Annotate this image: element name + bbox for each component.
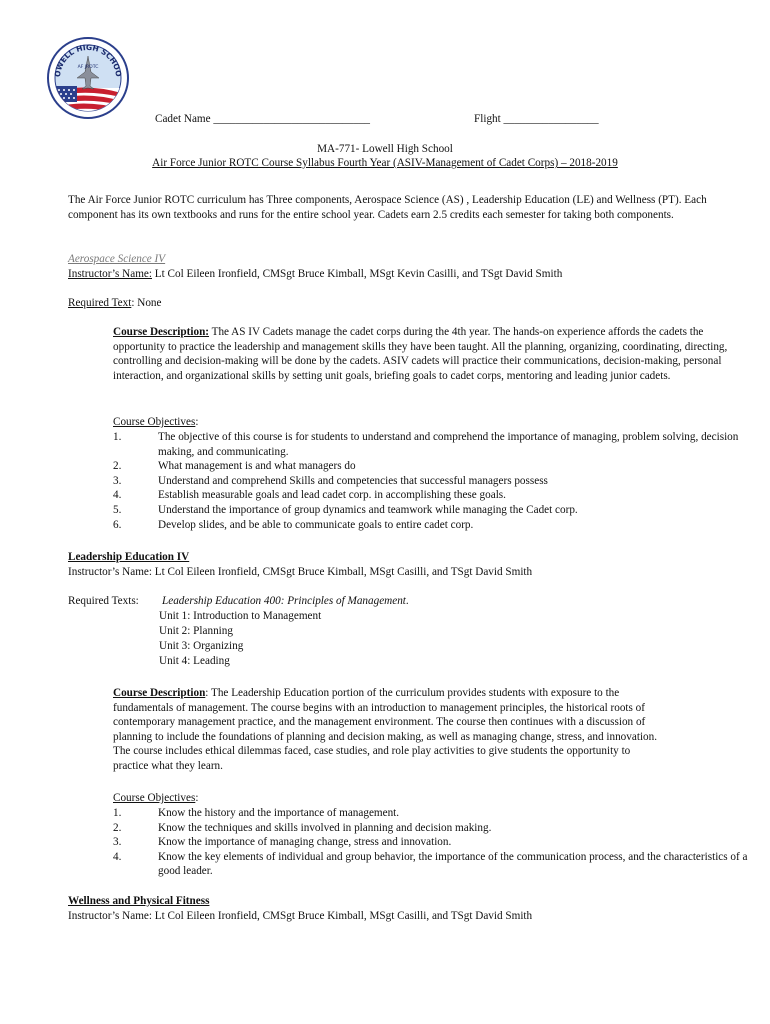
description-text: : The Leadership Education portion of the curriculum provides students with exposure to the fundamentals of management. The course begins with an introduction to management principles, the historical roots of contemporary management practice, and the management environment. The course then continues with a discussion of planning to include the foundations of planning and decision making, as well as managing change, stress, and innovation. The course includes ethical dilemmas faced, case studies, and role play activities to give students the opportunity to practice what they learn. xyxy=(113,687,658,772)
book-title: Leadership Education 400: Principles of Management xyxy=(162,595,406,607)
cadet-name-field: Cadet Name ____________________________ xyxy=(155,113,371,125)
list-item: 6. Develop slides, and be able to communicate goals to entire cadet corp. xyxy=(113,518,474,531)
school-logo xyxy=(46,36,130,120)
leadership-book-title xyxy=(162,594,409,609)
aerospace-objectives-list xyxy=(113,430,753,532)
unit-item: Unit 4: Leading xyxy=(159,655,230,667)
objectives-label: Course Objectives xyxy=(113,416,196,428)
description-label: Course Description: xyxy=(113,326,210,338)
objectives-colon: : xyxy=(195,416,199,428)
objectives-colon: : xyxy=(195,792,199,804)
logo-inner-text: AF JROTC xyxy=(77,65,99,70)
aerospace-instructors xyxy=(68,267,750,282)
leadership-objectives-list xyxy=(113,806,753,879)
course-title: Air Force Junior ROTC Course Syllabus Fourth Year (ASIV-Management of Cadet Corps) – 2018-2019 xyxy=(152,157,618,169)
list-item: 3. Understand and comprehend Skills and competencies that successful managers possess xyxy=(113,474,548,487)
required-value: : None xyxy=(131,297,162,309)
instructor-label: Instructor’s Name: xyxy=(68,268,152,280)
list-item: 2. What management is and what managers do xyxy=(113,460,356,473)
aerospace-required-text xyxy=(68,296,750,311)
aerospace-objectives-label xyxy=(113,415,753,430)
leadership-required-label: Required Texts: xyxy=(68,595,139,607)
aerospace-heading: Aerospace Science IV xyxy=(68,253,166,265)
wellness-heading: Wellness and Physical Fitness xyxy=(68,895,210,907)
leadership-description xyxy=(113,686,658,774)
list-item: 1. The objective of this course is for students to understand and comprehend the importance of managing, problem solving, decision making, and communicating. xyxy=(113,431,739,458)
leadership-heading: Leadership Education IV xyxy=(68,551,190,563)
leadership-instructors: Instructor’s Name: Lt Col Eileen Ironfield, CMSgt Bruce Kimball, MSgt Casilli, and TSgt David Smith xyxy=(68,566,533,578)
description-text: The AS IV Cadets manage the cadet corps during the 4th year. The hands-on experience affords the cadets the opportunity to practice the leadership and management skills they have been taught. All the planning, organizing, coordinating, directing, controlling and decision-making will be done by the cadets. ASIV cadets will practice their communications, decision-making, personal interaction, and organizational skills by setting unit goals, briefing goals to cadet corps, mentoring and leading junior cadets. xyxy=(113,326,728,382)
required-label: Required Text xyxy=(68,297,132,309)
flight-field: Flight _________________ xyxy=(474,113,599,125)
logo-arc-text: OWELL HIGH SCHOO xyxy=(52,42,124,78)
unit-item: Unit 3: Organizing xyxy=(159,640,244,652)
list-item: 4. Know the key elements of individual and group behavior, the importance of the communication process, and the characteristics of a good leader. xyxy=(113,850,748,878)
wellness-instructors: Instructor’s Name: Lt Col Eileen Ironfield, CMSgt Bruce Kimball, MSgt Casilli, and TSgt David Smith xyxy=(68,910,533,922)
intro-paragraph: The Air Force Junior ROTC curriculum has Three components, Aerospace Science (AS) , Leadership Education (LE) and Wellness (PT). Each component has its own textbooks and runs for the entire school year. Cadets earn 2.5 credits each semester for taking both components. xyxy=(68,194,707,221)
unit-item: Unit 1: Introduction to Management xyxy=(159,610,322,622)
list-item: 3. Know the importance of managing change, stress and innovation. xyxy=(113,836,452,849)
leadership-objectives-label xyxy=(113,791,753,806)
course-code: MA-771- Lowell High School xyxy=(317,143,453,155)
list-item: 5. Understand the importance of group dynamics and teamwork while managing the Cadet corp. xyxy=(113,503,578,516)
book-period: . xyxy=(405,595,409,607)
objectives-label: Course Objectives xyxy=(113,792,196,804)
list-item: 1. Know the history and the importance of management. xyxy=(113,807,400,819)
description-label: Course Description xyxy=(113,687,206,699)
aerospace-description xyxy=(113,325,753,383)
unit-item: Unit 2: Planning xyxy=(159,625,233,637)
instructor-names: Lt Col Eileen Ironfield, CMSgt Bruce Kimball, MSgt Kevin Casilli, and TSgt David Smith xyxy=(152,268,563,280)
list-item: 4. Establish measurable goals and lead cadet corp. in accomplishing these goals. xyxy=(113,489,506,502)
list-item: 2. Know the techniques and skills involved in planning and decision making. xyxy=(113,821,492,834)
